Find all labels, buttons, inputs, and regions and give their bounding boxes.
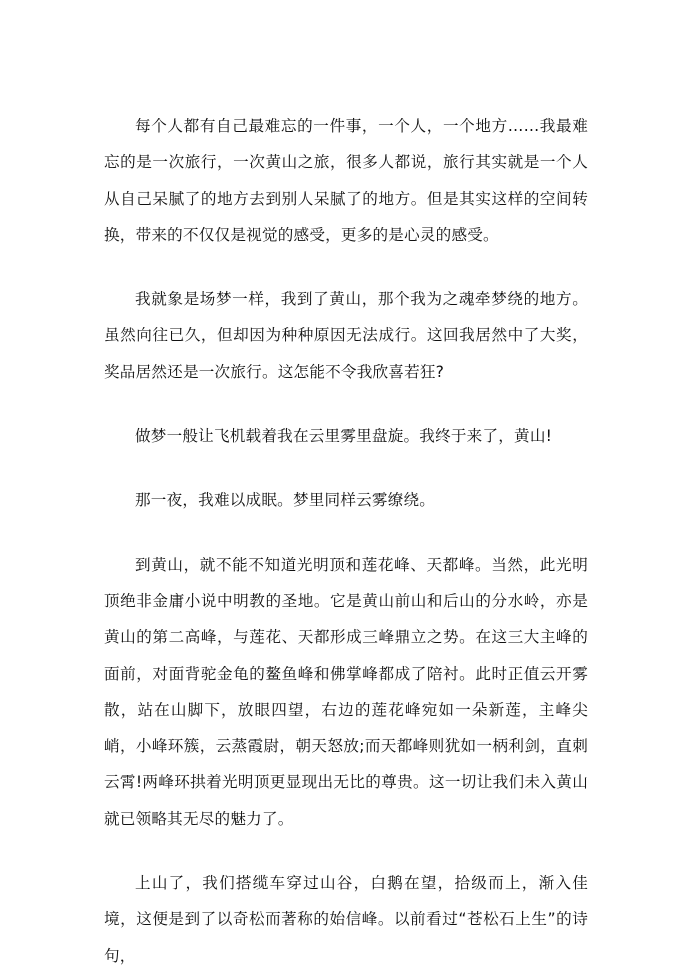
paragraph-2: 我就象是场梦一样，我到了黄山，那个我为之魂牵梦绕的地方。虽然向往已久，但却因为种种原因无法成行。这回我居然中了大奖，奖品居然还是一次旅行。这怎能不令我欣喜若狂?	[104, 290, 588, 381]
paragraph-3: 做梦一般让飞机载着我在云里雾里盘旋。我终于来了，黄山!	[135, 427, 553, 446]
paragraph-4: 那一夜，我难以成眠。梦里同样云雾缭绕。	[135, 491, 436, 510]
paragraph-6: 上山了，我们搭缆车穿过山谷，白鹅在望，拾级而上，渐入佳境，这便是到了以奇松而著称的始信峰。以前看过“苍松石上生”的诗句，	[104, 874, 588, 965]
paragraph-5: 到黄山，就不能不知道光明顶和莲花峰、天都峰。当然，此光明顶绝非金庸小说中明教的圣地。它是黄山前山和后山的分水岭，亦是黄山的第二高峰，与莲花、天都形成三峰鼎立之势。在这三大主峰的面前，对面背驼金龟的鳌鱼峰和佛掌峰都成了陪衬。此时正值云开雾散，站在山脚下，放眼四望，右边的莲花峰宛如一朵新莲，主峰尖峭，小峰环簇，云蒸霞尉，朝天怒放;而天都峰则犹如一柄利剑，直刺云霄!两峰环拱着光明顶更显现出无比的尊贵。这一切让我们未入黄山就已领略其无尽的魅力了。	[104, 555, 588, 828]
document-body	[104, 108, 588, 974]
paragraph-1: 每个人都有自己最难忘的一件事，一个人，一个地方……我最难忘的是一次旅行，一次黄山之旅，很多人都说，旅行其实就是一个人从自己呆腻了的地方去到别人呆腻了的地方。但是其实这样的空间转换，带来的不仅仅是视觉的感受，更多的是心灵的感受。	[104, 117, 588, 244]
